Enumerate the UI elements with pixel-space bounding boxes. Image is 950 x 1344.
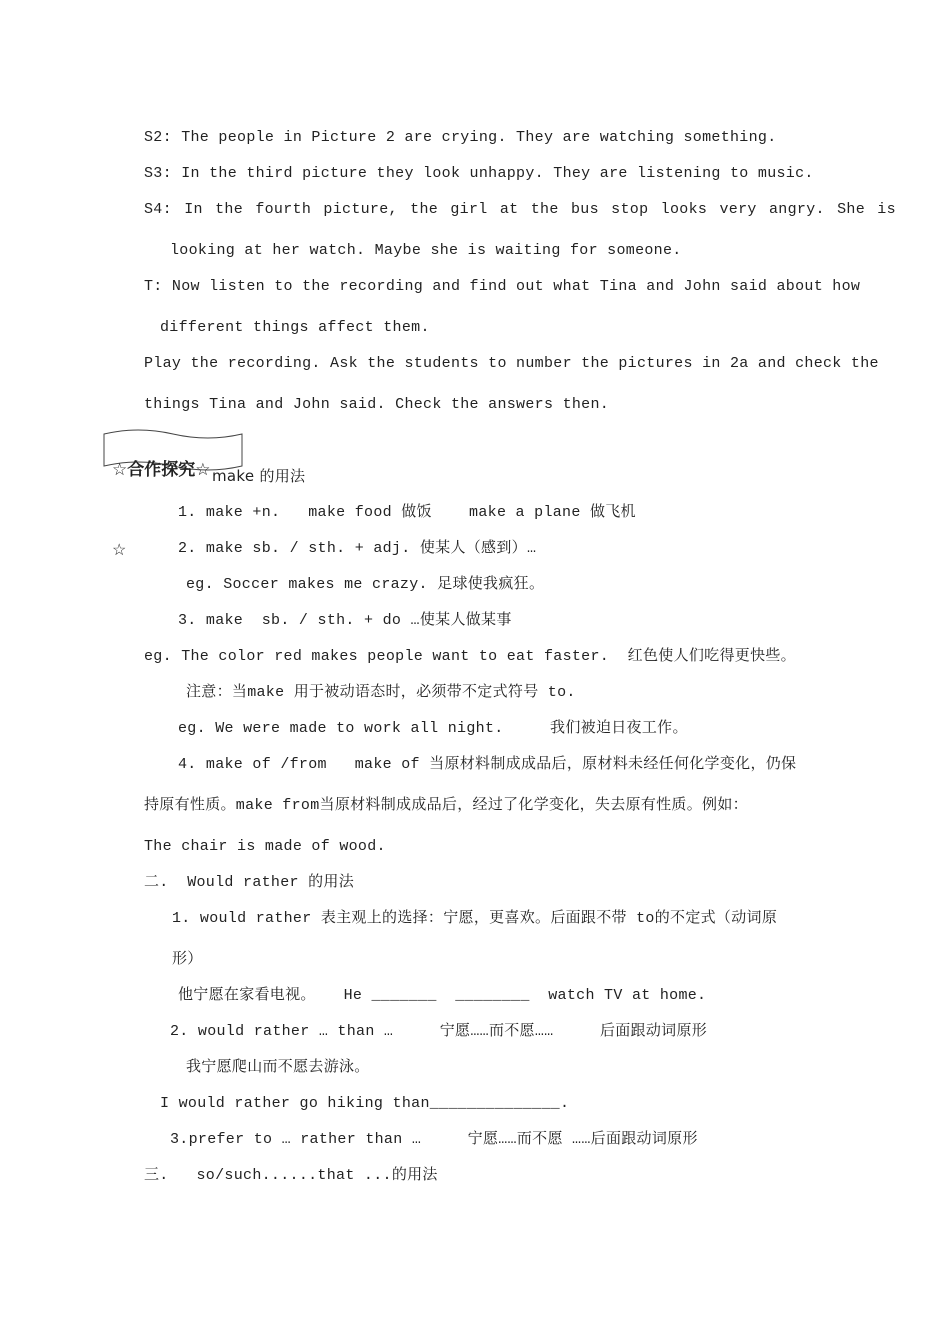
would-item-1-line-2: 形） xyxy=(172,951,203,968)
s4-line-1: S4: In the fourth picture, the girl at the bus stop looks very angry. She is xyxy=(144,201,896,218)
make-note-example: eg. We were made to work all night. 我们被迫日夜工作。 xyxy=(178,720,688,737)
t-line-1: T: Now listen to the recording and find out what Tina and John said about how xyxy=(144,278,861,295)
make-item-4-line-1: 4. make of /from make of 当原材料制成成品后，原材料未经任何化学变化，仍保 xyxy=(178,756,797,773)
make-note: 注意：当make 用于被动语态时，必须带不定式符号 to. xyxy=(186,684,576,701)
section-banner-title: ☆合作探究☆ xyxy=(112,460,211,480)
would-item-2-exercise: I would rather go hiking than______________. xyxy=(160,1095,570,1112)
would-item-3: 3.prefer to … rather than … 宁愿……而不愿 ……后面跟动词原形 xyxy=(170,1131,698,1148)
t-line-2: different things affect them. xyxy=(160,319,430,336)
play-line-2: things Tina and John said. Check the answers then. xyxy=(144,396,610,413)
s4-line-2: looking at her watch. Maybe she is waiting for someone. xyxy=(170,242,682,259)
star-mark: ☆ xyxy=(112,540,127,559)
would-item-2-chinese: 我宁愿爬山而不愿去游泳。 xyxy=(186,1059,370,1076)
make-item-4-line-3: The chair is made of wood. xyxy=(144,838,386,855)
make-item-2: 2. make sb. / sth. + adj. 使某人（感到）… xyxy=(178,540,537,557)
make-item-3: 3. make sb. / sth. + do …使某人做某事 xyxy=(178,612,512,629)
make-item-3-example: eg. The color red makes people want to eat faster. 红色使人们吃得更快些。 xyxy=(144,648,796,665)
so-such-heading: 三. so/such......that ...的用法 xyxy=(144,1167,438,1184)
make-item-1: 1. make +n. make food 做饭 make a plane 做飞机 xyxy=(178,504,636,521)
make-heading: make 的用法 xyxy=(212,467,306,485)
play-line-1: Play the recording. Ask the students to number the pictures in 2a and check the xyxy=(144,355,879,372)
would-item-2: 2. would rather … than … 宁愿……而不愿…… 后面跟动词原形 xyxy=(170,1023,708,1040)
make-item-2-example: eg. Soccer makes me crazy. 足球使我疯狂。 xyxy=(186,576,545,593)
s3-line: S3: In the third picture they look unhappy. They are listening to music. xyxy=(144,165,814,182)
make-item-4-line-2: 持原有性质。make from当原材料制成成品后，经过了化学变化，失去原有性质。例如： xyxy=(144,797,748,814)
would-rather-heading: 二. Would rather 的用法 xyxy=(144,874,355,891)
would-item-1-exercise: 他宁愿在家看电视。 He _______ ________ watch TV at home. xyxy=(178,987,707,1004)
would-item-1-line-1: 1. would rather 表主观上的选择：宁愿，更喜欢。后面跟不带 to的不定式（动词原 xyxy=(172,910,778,927)
s2-line: S2: The people in Picture 2 are crying. They are watching something. xyxy=(144,129,777,146)
